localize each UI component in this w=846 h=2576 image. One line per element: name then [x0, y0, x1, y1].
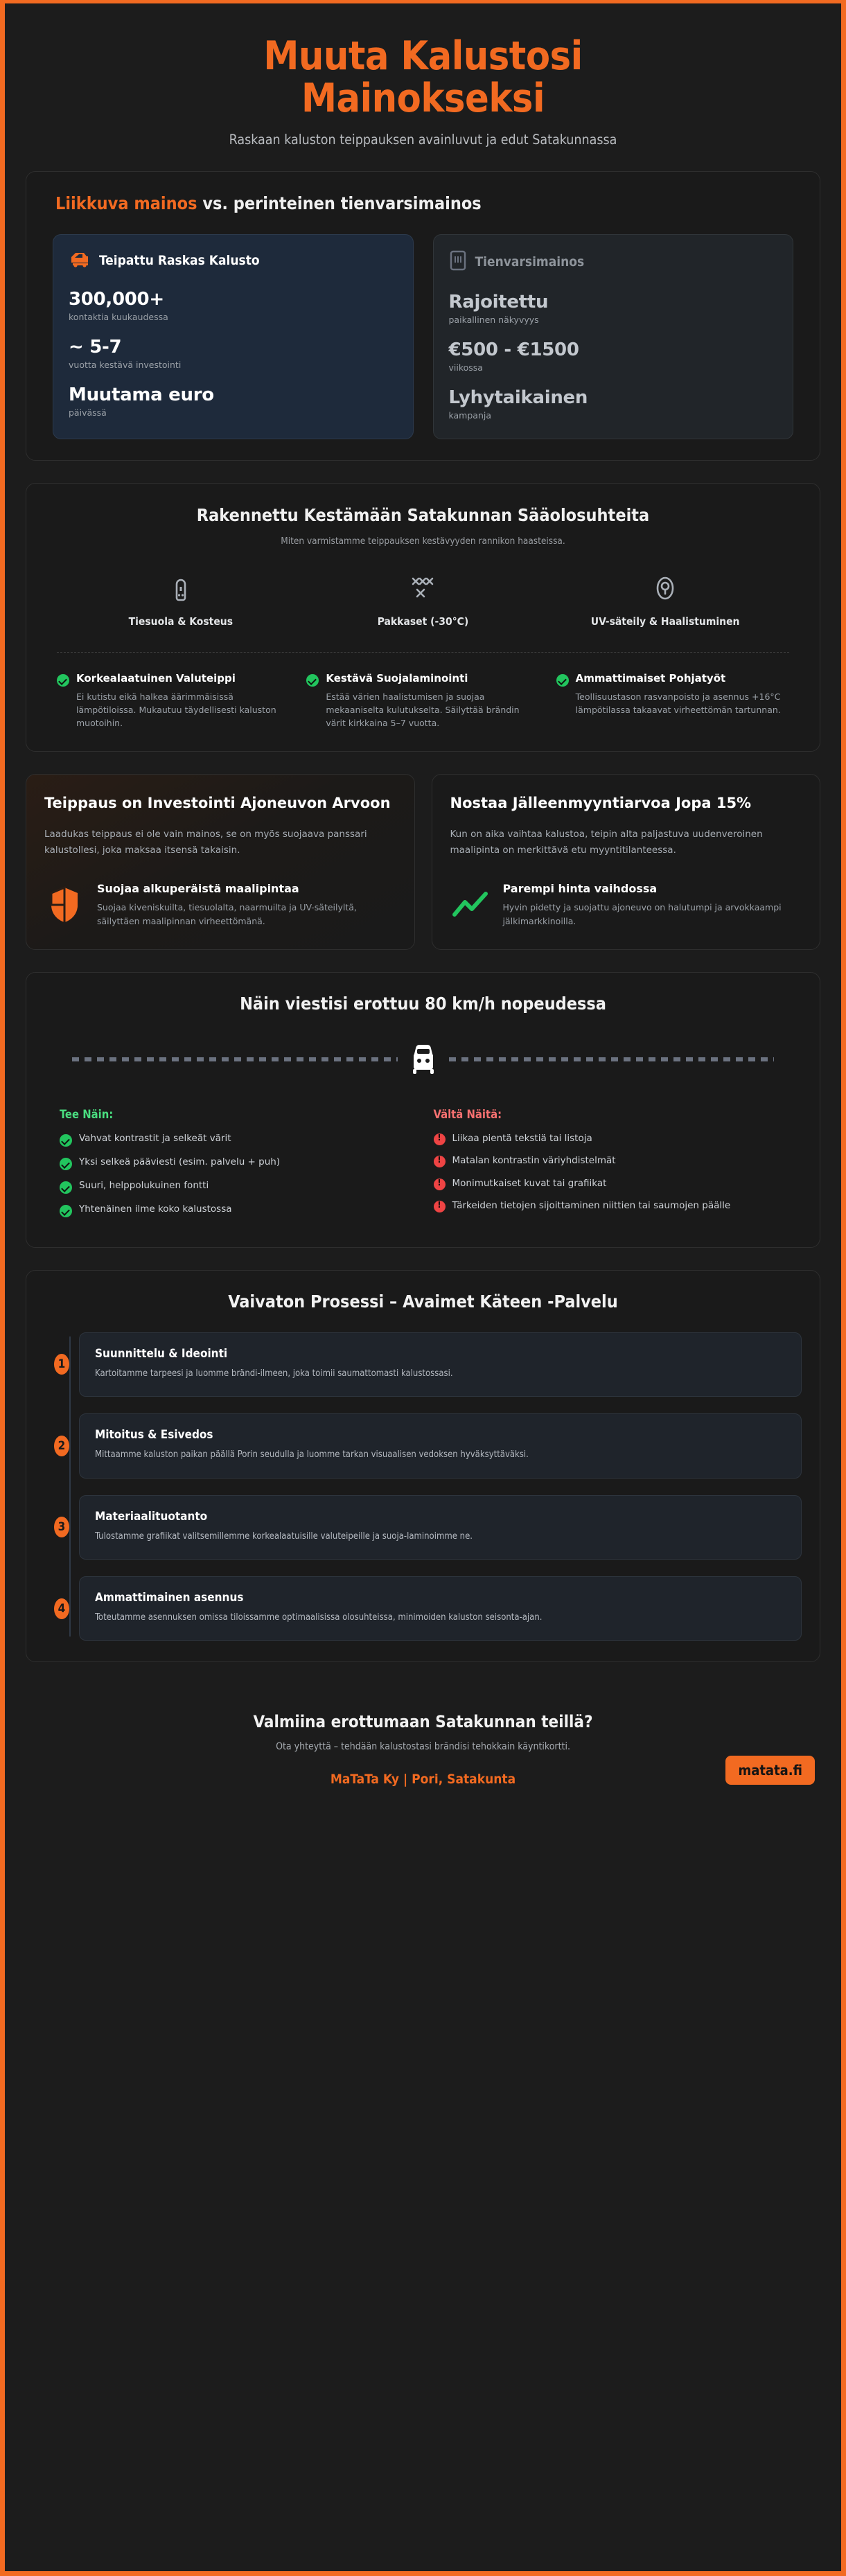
stat-value: Rajoitettu [448, 292, 549, 313]
step-title: Ammattimainen asennus [95, 1591, 244, 1605]
value-card-resale [432, 774, 821, 950]
value-card-lead: Laadukas teippaus ei ole vain mainos, se on myös suojaava panssari kalustollesi, joka maksaa itsensä takaisin. [44, 829, 367, 856]
check-icon [60, 1134, 72, 1147]
speed-panel [26, 972, 820, 1248]
do-item [60, 1132, 413, 1147]
warning-icon [434, 1156, 446, 1167]
comparison-card-header [69, 250, 398, 271]
highlight-title: Parempi hinta vaihdossa [502, 881, 658, 895]
page-subtitle: Raskaan kaluston teippauksen avainluvut ja edut Satakunnassa [229, 131, 617, 148]
weather-conditions [44, 573, 802, 628]
footer-subtitle: Ota yhteyttä – tehdään kalustostasi brändisi tehokkain käyntikortti. [276, 1741, 570, 1753]
feature-title: Kestävä Suojalaminointi [326, 672, 468, 685]
do-avoid-grid [44, 1108, 802, 1226]
stat-caption: paikallinen näkyvyys [448, 315, 539, 326]
avoid-item [434, 1132, 787, 1146]
avoid-item-text: Liikaa pientä tekstiä tai listoja [452, 1132, 592, 1144]
comparison-card-label: Tienvarsimainos [475, 254, 585, 270]
comparison-card-wrapped-fleet [53, 234, 414, 439]
comparison-stat [449, 292, 778, 325]
check-icon [60, 1205, 72, 1217]
avoid-column [434, 1108, 787, 1226]
check-icon [306, 674, 319, 687]
avoid-item-text: Monimutkaiset kuvat tai grafiikat [452, 1177, 607, 1189]
page-title-line1: Muuta Kalustosi [263, 33, 583, 79]
feature-desc: Estää värien haalistumisen ja suojaa mekaaniselta kulutukselta. Säilyttää brändin värit kirkkaina 5–7 vuotta. [326, 691, 520, 729]
process-step [58, 1495, 802, 1560]
do-item-text: Suuri, helppolukuinen fontti [79, 1179, 209, 1191]
comparison-stat [69, 289, 398, 322]
step-number: 4 [54, 1598, 69, 1619]
step-title: Materiaalituotanto [95, 1509, 208, 1524]
page-header [5, 3, 841, 171]
weather-condition-uv [553, 573, 778, 628]
stat-value: €500 - €1500 [448, 339, 579, 361]
comparison-card-header [449, 250, 778, 274]
do-item [60, 1156, 413, 1170]
road-dashes-left [72, 1057, 398, 1061]
weather-condition-salt [68, 573, 293, 628]
stat-caption: vuotta kestävä investointi [69, 360, 182, 371]
warning-icon [434, 1179, 446, 1190]
weather-condition-label: UV-säteily & Haalistuminen [590, 615, 740, 628]
weather-condition-frost [310, 573, 536, 628]
weather-feature [556, 672, 789, 730]
weather-condition-label: Tiesuola & Kosteus [128, 615, 233, 628]
stat-value: ~ 5-7 [69, 337, 122, 358]
step-number: 1 [54, 1354, 69, 1375]
weather-feature [57, 672, 290, 730]
weather-feature [306, 672, 539, 730]
check-icon [60, 1158, 72, 1170]
stat-caption: kampanja [448, 410, 492, 421]
do-item [60, 1203, 413, 1217]
value-card-highlight [450, 882, 802, 928]
feature-desc: Teollisuustason rasvanpoisto ja asennus +16°C lämpötilassa takaavat virheettömän tartunnan. [575, 691, 781, 715]
billboard-icon [449, 250, 467, 274]
warning-icon [434, 1133, 446, 1145]
truck-icon [69, 250, 91, 271]
process-step [58, 1576, 802, 1641]
avoid-item-text: Tärkeiden tietojen sijoittaminen niittien tai saumojen päälle [452, 1200, 731, 1212]
do-item [60, 1179, 413, 1194]
page-title [33, 35, 813, 120]
road-illustration [72, 1041, 774, 1077]
step-body [79, 1495, 802, 1560]
step-desc: Mittaamme kaluston paikan päällä Porin seudulla ja luomme tarkan visuaalisen vedoksen hyväksyttäväksi. [95, 1449, 529, 1461]
step-body [79, 1576, 802, 1641]
weather-subtitle: Miten varmistamme teippauksen kestävyyden rannikon haasteissa. [281, 535, 565, 547]
avoid-item-text: Matalan kontrastin väriyhdistelmät [452, 1155, 616, 1167]
stat-caption: viikossa [448, 362, 483, 373]
do-heading: Tee Näin: [60, 1107, 114, 1121]
weather-condition-label: Pakkaset (-30°C) [377, 615, 469, 628]
website-badge[interactable]: matata.fi [725, 1756, 815, 1785]
comparison-panel [26, 171, 820, 461]
avoid-item [434, 1154, 787, 1168]
stat-value: Lyhytaikainen [448, 387, 588, 409]
comparison-stat [449, 387, 778, 421]
value-card-investment [26, 774, 415, 950]
process-panel [26, 1270, 820, 1663]
page-title-line2: Mainokseksi [301, 75, 545, 121]
salt-shaker-icon [68, 573, 293, 605]
process-step [58, 1332, 802, 1397]
weather-title: Rakennettu Kestämään Satakunnan Sääolosuhteita [196, 505, 650, 526]
value-section [26, 774, 820, 950]
check-icon [60, 1181, 72, 1194]
avoid-item [434, 1177, 787, 1191]
value-card-highlight [44, 882, 396, 928]
do-item-text: Yhtenäinen ilme koko kalustossa [79, 1203, 232, 1215]
divider [57, 652, 789, 653]
comparison-stat [69, 385, 398, 418]
car-front-icon [407, 1041, 439, 1077]
process-step [58, 1413, 802, 1478]
check-icon [57, 674, 69, 687]
avoid-heading: Vältä Näitä: [433, 1107, 502, 1121]
step-title: Suunnittelu & Ideointi [95, 1346, 228, 1361]
do-item-text: Vahvat kontrastit ja selkeät värit [79, 1132, 231, 1144]
stat-caption: päivässä [69, 407, 107, 418]
step-desc: Kartoitamme tarpeesi ja luomme brändi-ilmeen, joka toimii saumattomasti kalustossasi. [95, 1368, 453, 1379]
feature-title: Ammattimaiset Pohjatyöt [575, 672, 726, 685]
do-item-text: Yksi selkeä pääviesti (esim. palvelu + puh) [79, 1156, 281, 1167]
process-timeline [44, 1332, 802, 1641]
trend-up-icon [450, 890, 491, 920]
stat-value: Muutama euro [69, 385, 214, 406]
process-title: Vaivaton Prosessi – Avaimet Käteen -Palvelu [228, 1291, 618, 1312]
weather-features [44, 672, 802, 730]
comparison-title-rest: vs. perinteinen tienvarsimainos [197, 193, 482, 213]
do-column [60, 1108, 413, 1226]
value-card-lead: Kun on aika vaihtaa kalustoa, teipin alta paljastuva uudenveroinen maalipinta on merkittävä etu myyntitilanteessa. [450, 829, 763, 856]
shield-icon [44, 885, 85, 924]
warning-icon [434, 1201, 446, 1212]
comparison-card-label: Teipattu Raskas Kalusto [99, 252, 260, 268]
value-card-title: Teippaus on Investointi Ajoneuvon Arvoon [44, 794, 391, 811]
feature-desc: Ei kutistu eikä halkea äärimmäisissä lämpötiloissa. Mukautuu täydellisesti kaluston muotoihin. [76, 691, 276, 729]
feature-title: Korkealaatuinen Valuteippi [76, 672, 236, 685]
weather-panel [26, 483, 820, 751]
step-number: 3 [54, 1517, 69, 1537]
snowflakes-icon [310, 573, 536, 605]
highlight-desc: Suojaa kiveniskuilta, tiesuolalta, naarmuilta ja UV-säteilyltä, säilyttäen maalipinnan virheettömänä. [97, 901, 357, 926]
comparison-stat [69, 337, 398, 370]
road-dashes-right [449, 1057, 775, 1061]
page-footer [5, 1684, 841, 1816]
highlight-desc: Hyvin pidetty ja suojattu ajoneuvo on halutumpi ja arvokkaampi jälkimarkkinoilla. [502, 901, 782, 926]
comparison-card-billboard [433, 234, 794, 439]
step-body [79, 1332, 802, 1397]
stat-value: 300,000+ [69, 289, 164, 310]
step-number: 2 [54, 1436, 69, 1456]
footer-heading: Valmiina erottumaan Satakunnan teillä? [253, 1712, 593, 1732]
stat-caption: kontaktia kuukaudessa [69, 312, 168, 323]
avoid-item [434, 1199, 787, 1213]
check-icon [556, 674, 569, 687]
uv-sun-icon [553, 573, 778, 605]
comparison-stat [449, 339, 778, 373]
comparison-title-accent: Liikkuva mainos [55, 193, 197, 213]
comparison-title [44, 193, 802, 215]
step-title: Mitoitus & Esivedos [95, 1428, 213, 1443]
step-desc: Toteutamme asennuksen omissa tiloissamme optimaalisissa olosuhteissa, minimoiden kaluston seisonta-ajan. [95, 1612, 543, 1623]
step-desc: Tulostamme grafiikat valitsemillemme korkealaatuisille valuteipeille ja suoja-laminoimme ne. [95, 1530, 473, 1542]
footer-brand: MaTaTa Ky | Pori, Satakunta [330, 1772, 516, 1788]
speed-title: Näin viestisi erottuu 80 km/h nopeudessa [240, 993, 606, 1014]
step-body [79, 1413, 802, 1478]
comparison-grid [44, 234, 802, 439]
highlight-title: Suojaa alkuperäistä maalipintaa [97, 881, 299, 895]
value-card-title: Nostaa Jälleenmyyntiarvoa Jopa 15% [450, 794, 752, 811]
